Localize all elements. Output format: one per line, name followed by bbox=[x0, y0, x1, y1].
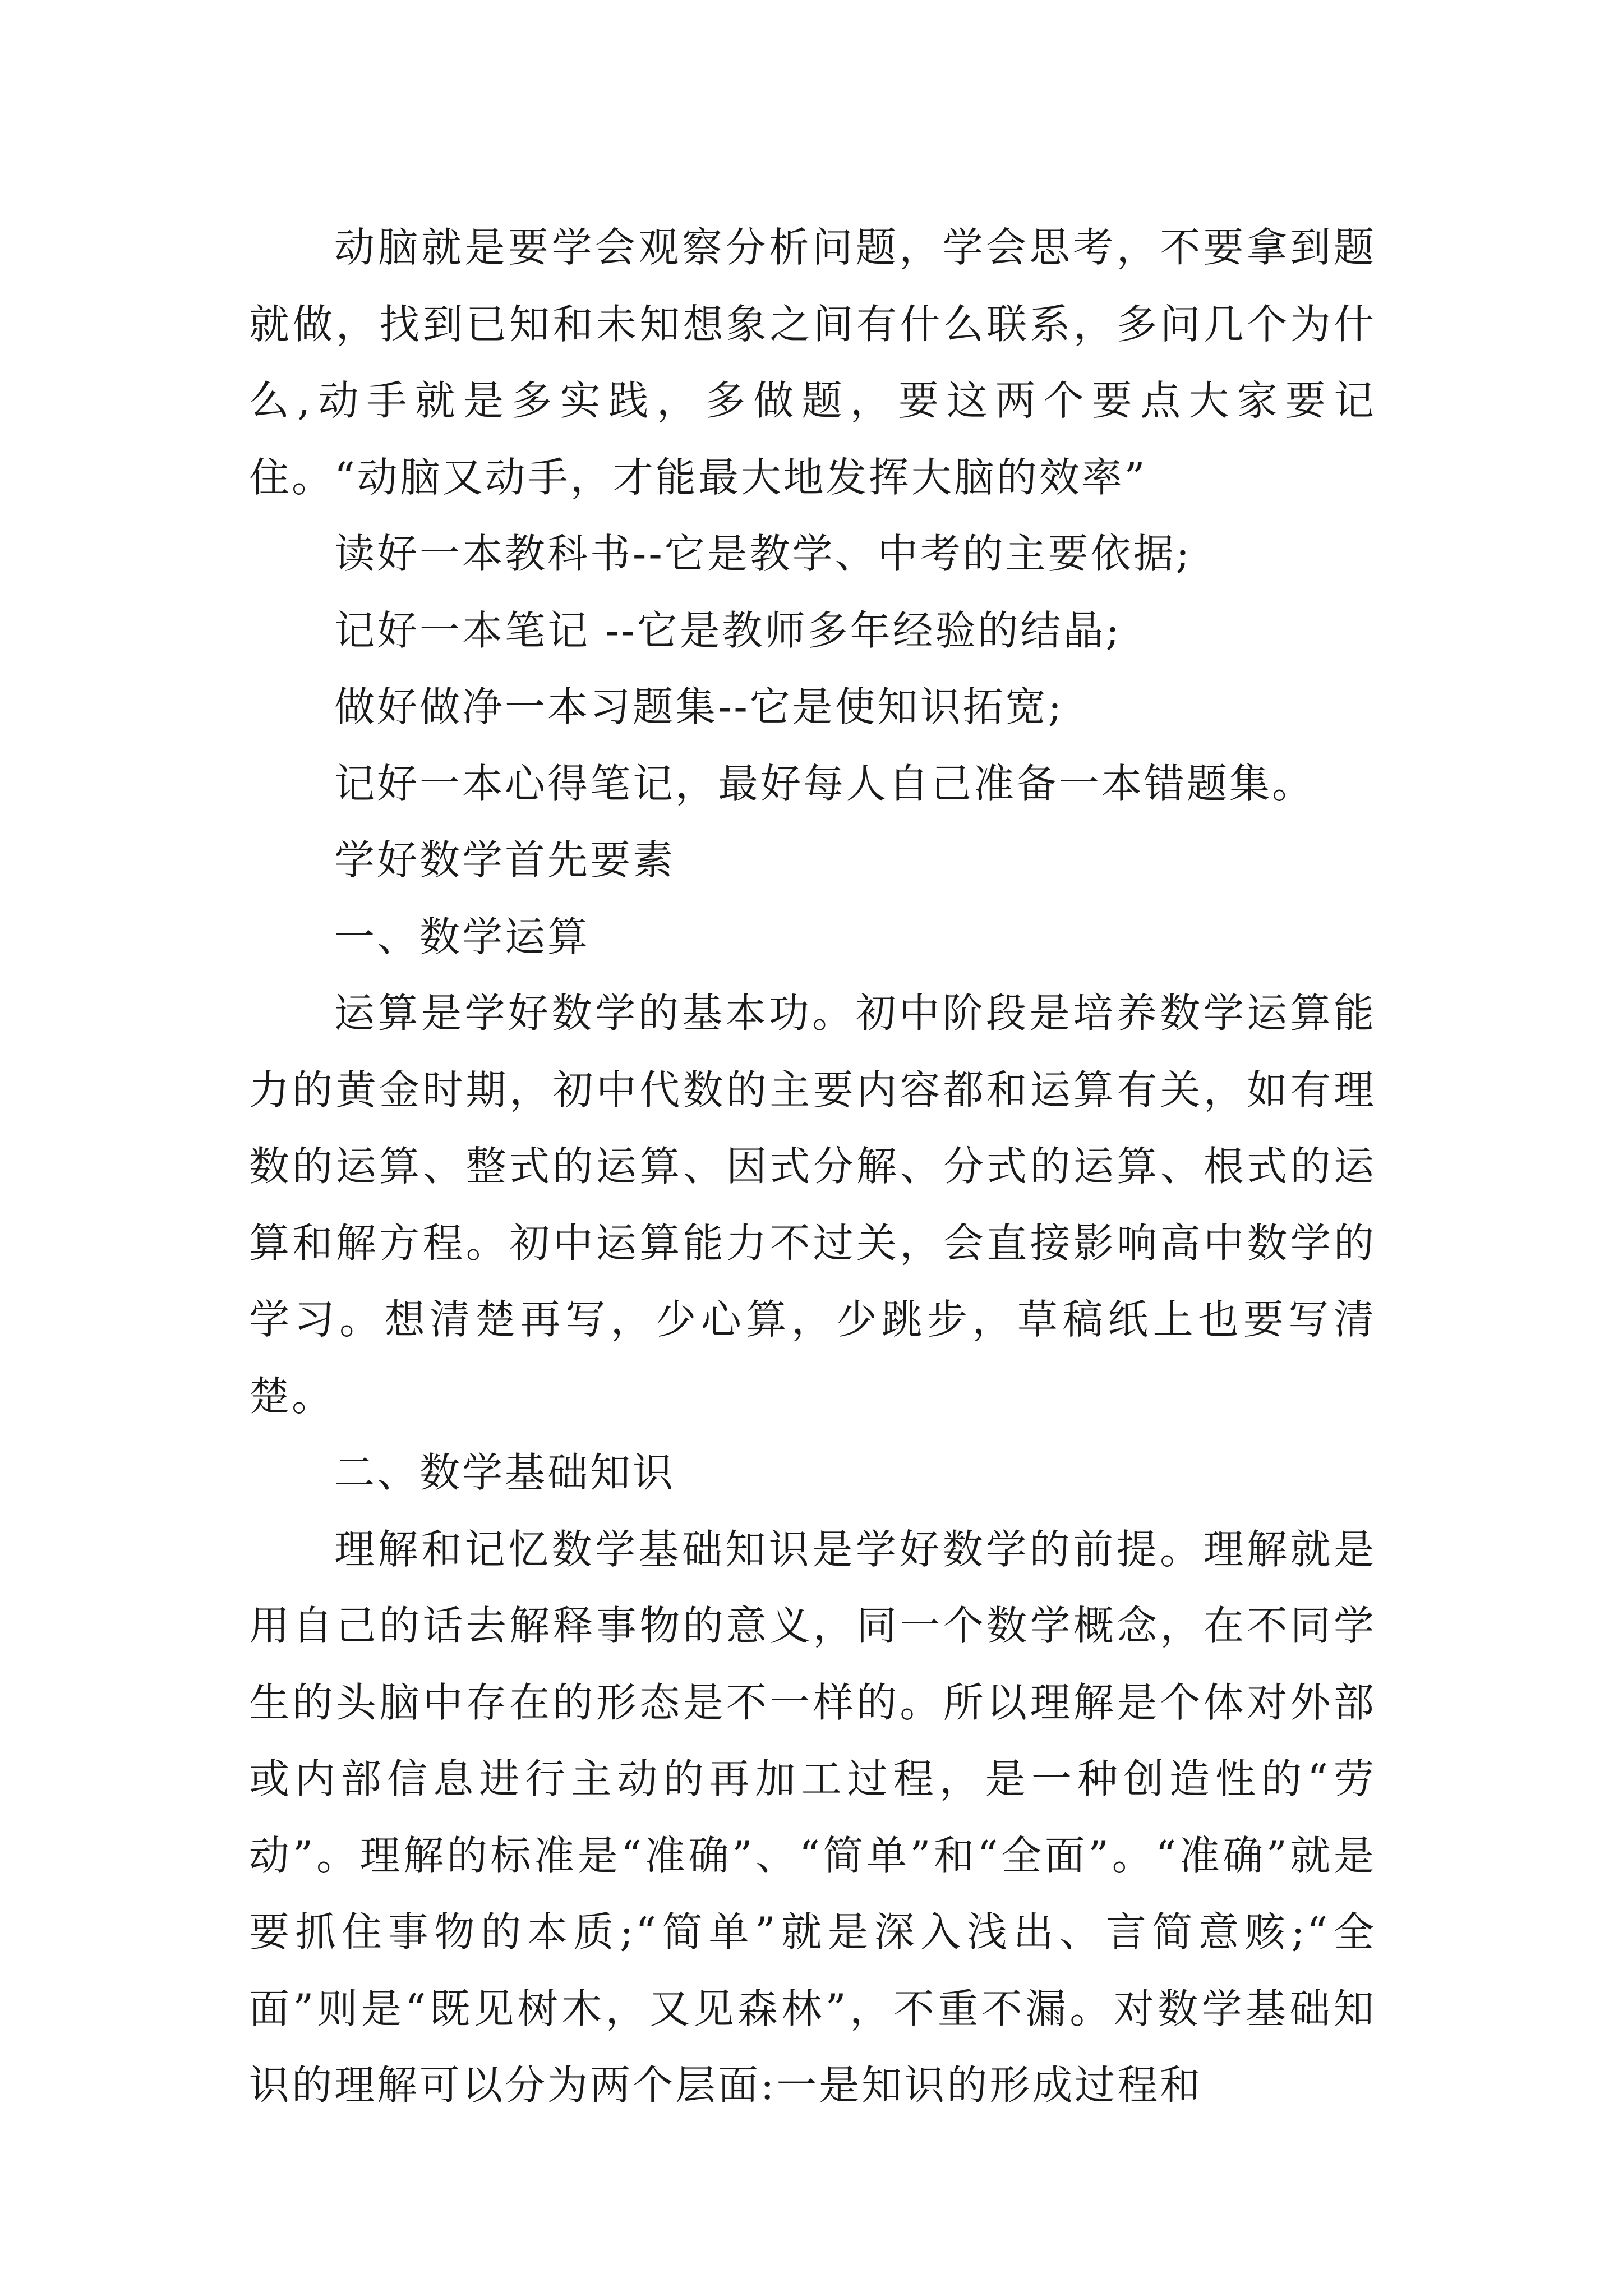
section-heading-key-elements: 学好数学首先要素 bbox=[334, 836, 676, 884]
section-heading-basic-knowledge: 二、数学基础知识 bbox=[334, 1449, 676, 1496]
paragraph-math-operations: 运算是学好数学的基本功。初中阶段是培养数学运算能力的黄金时期，初中代数的主要内容都和运算有关，如有理数的运算、整式的运算、因式分解、分式的运算、根式的运算和解方程。初中运算能力不过关，会直接影响高中数学的学习。想清楚再写，少心算，少跳步，草稿纸上也要写清楚。 bbox=[249, 990, 1376, 1420]
document-body bbox=[249, 209, 1376, 2124]
paragraph-think-and-practice: 动脑就是要学会观察分析问题，学会思考，不要拿到题就做，找到已知和未知想象之间有什么联系，多问几个为什么,动手就是多实践，多做题，要这两个要点大家要记住。“动脑又动手，才能最大地发挥大脑的效率” bbox=[249, 224, 1376, 501]
paragraph-textbook: 读好一本教科书--它是教学、中考的主要依据; bbox=[334, 530, 1192, 577]
paragraph-notes: 记好一本笔记 --它是教师多年经验的结晶; bbox=[334, 606, 1122, 654]
section-heading-math-operations: 一、数学运算 bbox=[334, 913, 591, 960]
paragraph-exercise-book: 做好做净一本习题集--它是使知识拓宽; bbox=[334, 683, 1064, 730]
paragraph-mistake-notebook: 记好一本心得笔记，最好每人自己准备一本错题集。 bbox=[334, 760, 1315, 807]
paragraph-basic-knowledge: 理解和记忆数学基础知识是学好数学的前提。理解就是用自己的话去解释事物的意义，同一个数学概念，在不同学生的头脑中存在的形态是不一样的。所以理解是个体对外部或内部信息进行主动的再加工过程，是一种创造性的“劳动”。理解的标准是“准确”、“简单”和“全面”。“准确”就是要抓住事物的本质;“简单”就是深入浅出、言简意赅;“全面”则是“既见树木，又见森林”，不重不漏。对数学基础知识的理解可以分为两个层面:一是知识的形成过程和 bbox=[249, 1525, 1376, 2109]
